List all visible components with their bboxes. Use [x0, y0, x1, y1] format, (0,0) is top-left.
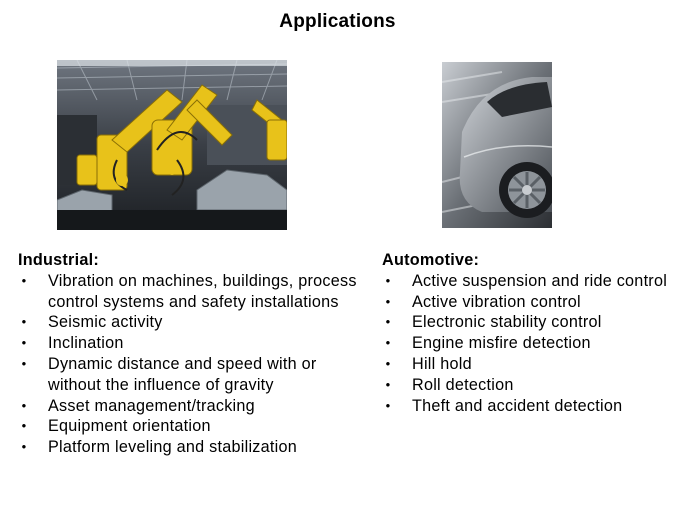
bullet-icon: • [385, 355, 391, 371]
list-item-text: Hill hold [412, 354, 472, 373]
moving-car-photo [442, 62, 552, 228]
list-item-text: Dynamic distance and speed with or without the influence of gravity [48, 354, 317, 394]
bullet-icon: • [385, 314, 391, 330]
list-item [18, 396, 368, 417]
list-item [18, 271, 368, 313]
bullet-icon: • [21, 335, 27, 351]
list-item-text: Asset management/tracking [48, 396, 255, 415]
list-item-text: Vibration on machines, buildings, process control systems and safety installations [48, 271, 357, 311]
slide-title: Applications [279, 11, 396, 32]
industrial-section [18, 250, 368, 458]
bullet-icon: • [385, 397, 391, 413]
list-item-text: Electronic stability control [412, 313, 602, 332]
automotive-section [382, 250, 672, 416]
list-item [18, 312, 368, 333]
list-item [382, 354, 672, 375]
industrial-list [18, 271, 368, 458]
bullet-icon: • [21, 439, 27, 455]
list-item [382, 333, 672, 354]
list-item-text: Roll detection [412, 375, 514, 394]
list-item [18, 437, 368, 458]
list-item [382, 292, 672, 313]
list-item [382, 312, 672, 333]
bullet-icon: • [21, 272, 27, 288]
list-item [382, 271, 672, 292]
bullet-icon: • [385, 293, 391, 309]
list-item [18, 416, 368, 437]
list-item [382, 396, 672, 417]
bullet-icon: • [21, 397, 27, 413]
list-item-text: Engine misfire detection [412, 334, 591, 353]
list-item [382, 375, 672, 396]
list-item-text: Active suspension and ride control [412, 271, 668, 290]
bullet-icon: • [21, 418, 27, 434]
bullet-icon: • [385, 376, 391, 392]
automotive-heading: Automotive: [382, 251, 480, 269]
list-item-text: Platform leveling and stabilization [48, 438, 297, 457]
list-item [18, 354, 368, 396]
bullet-icon: • [385, 335, 391, 351]
list-item-text: Seismic activity [48, 313, 163, 332]
automotive-list [382, 271, 672, 417]
bullet-icon: • [21, 355, 27, 371]
industrial-robots-photo [57, 60, 287, 230]
list-item [18, 333, 368, 354]
list-item-text: Inclination [48, 334, 124, 353]
list-item-text: Equipment orientation [48, 417, 211, 436]
industrial-heading: Industrial: [18, 251, 99, 269]
bullet-icon: • [21, 314, 27, 330]
list-item-text: Theft and accident detection [412, 396, 623, 415]
bullet-icon: • [385, 272, 391, 288]
list-item-text: Active vibration control [412, 292, 581, 311]
